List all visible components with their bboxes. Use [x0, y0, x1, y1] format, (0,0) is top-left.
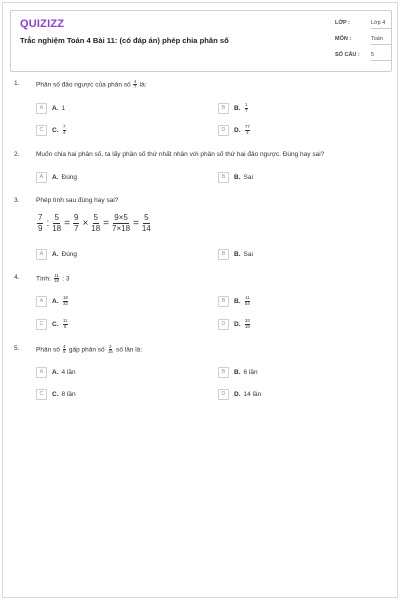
- option-letter: C: [36, 319, 47, 330]
- option-b[interactable]: [218, 366, 258, 378]
- fraction: 7 9: [38, 213, 43, 233]
- meta-label: MÔN :: [335, 36, 352, 42]
- option-b[interactable]: [218, 295, 251, 307]
- question-text: Muốn chia hai phân số, ta lấy phân số thứ nhất nhân với phân số thứ hai đảo ngược. Đúng hay sai?: [36, 151, 325, 158]
- meta-value: Lớp 4: [371, 20, 391, 29]
- option-a[interactable]: [36, 171, 77, 183]
- question-number: 2.: [14, 151, 20, 158]
- option-letter: D: [218, 389, 229, 400]
- option-letter: C: [36, 125, 47, 136]
- fraction: $\frac{9\times 5}{7\times 18}$: [112, 213, 131, 233]
- option-letter: D: [218, 319, 229, 330]
- worksheet-page: [2, 2, 398, 598]
- option-b[interactable]: [218, 102, 249, 114]
- option-letter: A: [36, 296, 47, 307]
- option-text: A. Đúng: [52, 250, 78, 258]
- option-text: D. $\frac{33}{18}$: [234, 318, 250, 329]
- option-letter: C: [36, 389, 47, 400]
- question-text: Phép tính sau đúng hay sai?: [36, 197, 119, 204]
- question-number: 5.: [14, 345, 20, 352]
- option-text: A. Đúng: [52, 173, 78, 181]
- meta-row-subject: [335, 36, 391, 52]
- option-d[interactable]: [218, 318, 251, 330]
- option-d[interactable]: [218, 124, 251, 136]
- meta-row-class: [335, 20, 391, 36]
- meta-info: [335, 20, 391, 68]
- option-letter: B: [218, 103, 229, 114]
- fraction: $\frac{5}{18}$: [91, 213, 101, 233]
- option-d[interactable]: [218, 388, 261, 400]
- fraction: $\frac{2}{15}$: [107, 344, 113, 355]
- option-letter: A: [36, 249, 47, 260]
- meta-label: LỚP :: [335, 20, 350, 26]
- option-letter: B: [218, 296, 229, 307]
- question-number: 4.: [14, 274, 20, 281]
- equation: 7 9 : $\frac{5}{18}$ = $\frac{9}{7}$ × $\frac{5}{18}$ = $\frac{9\times 5}{7\times 18}$ = $\frac{5}{14}$: [38, 213, 151, 233]
- question-text: Phân số đảo ngược của phân số $\frac{4}{7}$ là:: [36, 79, 147, 90]
- option-a[interactable]: [36, 248, 77, 260]
- question-number: 1.: [14, 80, 20, 87]
- option-text: B. $\frac{11}{54}$: [234, 295, 250, 306]
- worksheet-header: [10, 10, 392, 72]
- option-letter: D: [218, 125, 229, 136]
- meta-value: 5: [371, 52, 391, 61]
- question-text: Tính: $\frac{11}{18}$ : 3: [36, 273, 70, 284]
- fraction: $\frac{4}{5}$: [63, 344, 66, 355]
- meta-value: Toán: [371, 36, 391, 45]
- option-text: B. 6 lần: [234, 368, 258, 376]
- fraction: $\frac{4}{7}$: [133, 79, 137, 90]
- option-letter: A: [36, 103, 47, 114]
- option-b[interactable]: [218, 248, 253, 260]
- option-c[interactable]: [36, 124, 67, 136]
- option-b[interactable]: [218, 171, 253, 183]
- option-c[interactable]: [36, 388, 76, 400]
- fraction: $\frac{5}{18}$: [52, 213, 62, 233]
- option-letter: A: [36, 367, 47, 378]
- fraction: $\frac{9}{7}$: [73, 213, 79, 233]
- option-text: B. Sai: [234, 250, 253, 258]
- option-text: C. 8 lần: [52, 390, 76, 398]
- option-text: D. $\frac{77}{4}$: [234, 124, 250, 135]
- option-text: C. $\frac{11}{6}$: [52, 318, 68, 329]
- fraction: $\frac{5}{14}$: [141, 213, 151, 233]
- option-letter: B: [218, 172, 229, 183]
- worksheet-title: Trắc nghiệm Toán 4 Bài 11: (có đáp án) phép chia phân số: [20, 36, 229, 45]
- option-c[interactable]: [36, 318, 69, 330]
- option-text: C. $\frac{7}{4}$: [52, 124, 66, 135]
- quizizz-logo: QUIZIZZ: [20, 18, 65, 30]
- question-text: Phân số $\frac{4}{5}$ gấp phân số $\frac{2}{15}$ số lần là:: [36, 344, 143, 355]
- option-a[interactable]: [36, 366, 76, 378]
- option-a[interactable]: [36, 102, 65, 114]
- option-text: A. 1: [52, 104, 66, 112]
- option-letter: A: [36, 172, 47, 183]
- meta-label: SỐ CÂU :: [335, 52, 360, 58]
- option-letter: B: [218, 249, 229, 260]
- option-text: D. 14 lần: [234, 390, 262, 398]
- option-text: A. 4 lần: [52, 368, 76, 376]
- option-letter: B: [218, 367, 229, 378]
- option-a[interactable]: [36, 295, 69, 307]
- option-text: B. $\frac{1}{7}$: [234, 102, 248, 113]
- question-number: 3.: [14, 197, 20, 204]
- fraction: $\frac{11}{18}$: [54, 273, 59, 284]
- option-text: A. $\frac{18}{33}$: [52, 295, 68, 306]
- meta-row-count: [335, 52, 391, 68]
- option-text: B. Sai: [234, 173, 253, 181]
